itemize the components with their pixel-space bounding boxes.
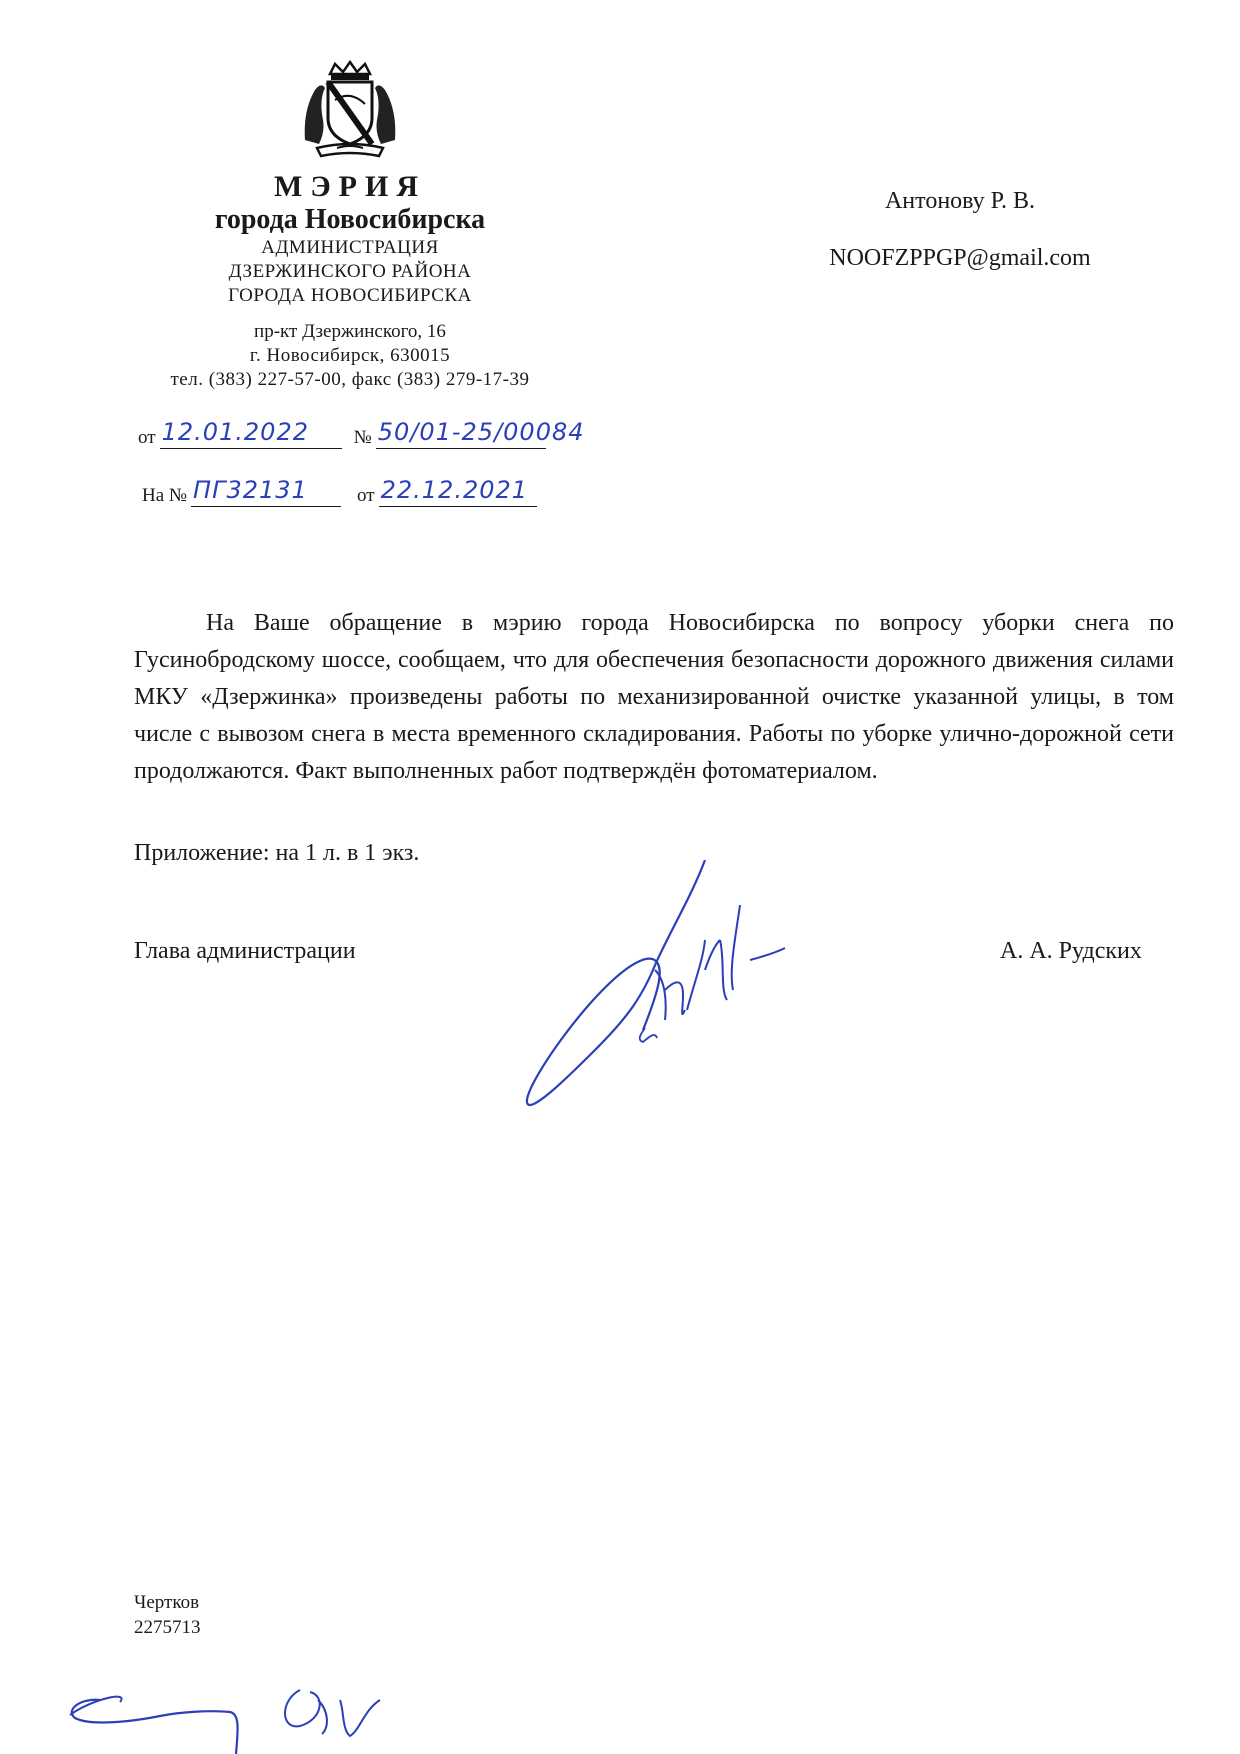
on-date-field bbox=[379, 476, 537, 507]
org-title: МЭРИЯ bbox=[274, 170, 426, 203]
novosibirsk-coat-of-arms-icon bbox=[295, 60, 405, 160]
outgoing-number-field bbox=[376, 418, 585, 449]
signatory-position: Глава администрации bbox=[134, 938, 356, 964]
recipient-block bbox=[780, 188, 1140, 302]
from-label: от bbox=[138, 427, 156, 448]
outgoing-number-handwritten: 50/01-25/00084 bbox=[377, 418, 585, 446]
from-date-handwritten: 12.01.2022 bbox=[161, 418, 309, 446]
registration-row-incoming bbox=[142, 476, 537, 507]
on-number-field bbox=[191, 476, 341, 507]
signatory-name: А. А. Рудских bbox=[1000, 938, 1142, 964]
registration-row-outgoing bbox=[138, 418, 585, 449]
executor-block bbox=[134, 1590, 201, 1640]
body-paragraph: На Ваше обращение в мэрию города Новосибирска по вопросу уборки снега по Гусинобродскому шоссе, сообщаем, что для обеспечения безопасности дорожного движения силами МКУ «Дзержинка» произведены работы по механизированной очистке указанной улицы, в том числе с вывозом снега в места временного складирования. Работы по уборке улично-дорожной сети продолжаются. Факт выполненных работ подтверждён фотоматериалом. bbox=[134, 610, 1174, 784]
number-label: № bbox=[353, 427, 372, 448]
on-number-label: На № bbox=[142, 485, 188, 506]
letter-body bbox=[134, 605, 1174, 790]
letterhead bbox=[100, 60, 600, 392]
recipient-email: NOOFZPPGP@gmail.com bbox=[829, 245, 1091, 271]
handwritten-initials bbox=[60, 1660, 420, 1754]
phone-fax-line: тел. (383) 227-57-00, факс (383) 279-17-39 bbox=[170, 369, 530, 390]
on-number-handwritten: ПГ32131 bbox=[193, 476, 308, 504]
org-sub-line: ГОРОДА НОВОСИБИРСКА bbox=[228, 285, 472, 306]
address-line: пр-кт Дзержинского, 16 bbox=[254, 321, 446, 342]
from-date-field bbox=[160, 418, 342, 449]
executor-name: Чертков bbox=[134, 1592, 200, 1613]
on-date-label: от bbox=[357, 485, 375, 506]
org-sub-line: АДМИНИСТРАЦИЯ bbox=[261, 237, 439, 258]
on-date-handwritten: 22.12.2021 bbox=[380, 476, 529, 504]
recipient-name: Антонову Р. В. bbox=[884, 188, 1036, 214]
handwritten-signature bbox=[515, 860, 855, 1120]
attachment-note: Приложение: на 1 л. в 1 экз. bbox=[134, 840, 420, 866]
address-line: г. Новосибирск, 630015 bbox=[249, 345, 451, 366]
executor-phone: 2275713 bbox=[134, 1617, 201, 1638]
org-sub-line: ДЗЕРЖИНСКОГО РАЙОНА bbox=[228, 261, 472, 282]
org-city: города Новосибирска bbox=[214, 204, 486, 235]
